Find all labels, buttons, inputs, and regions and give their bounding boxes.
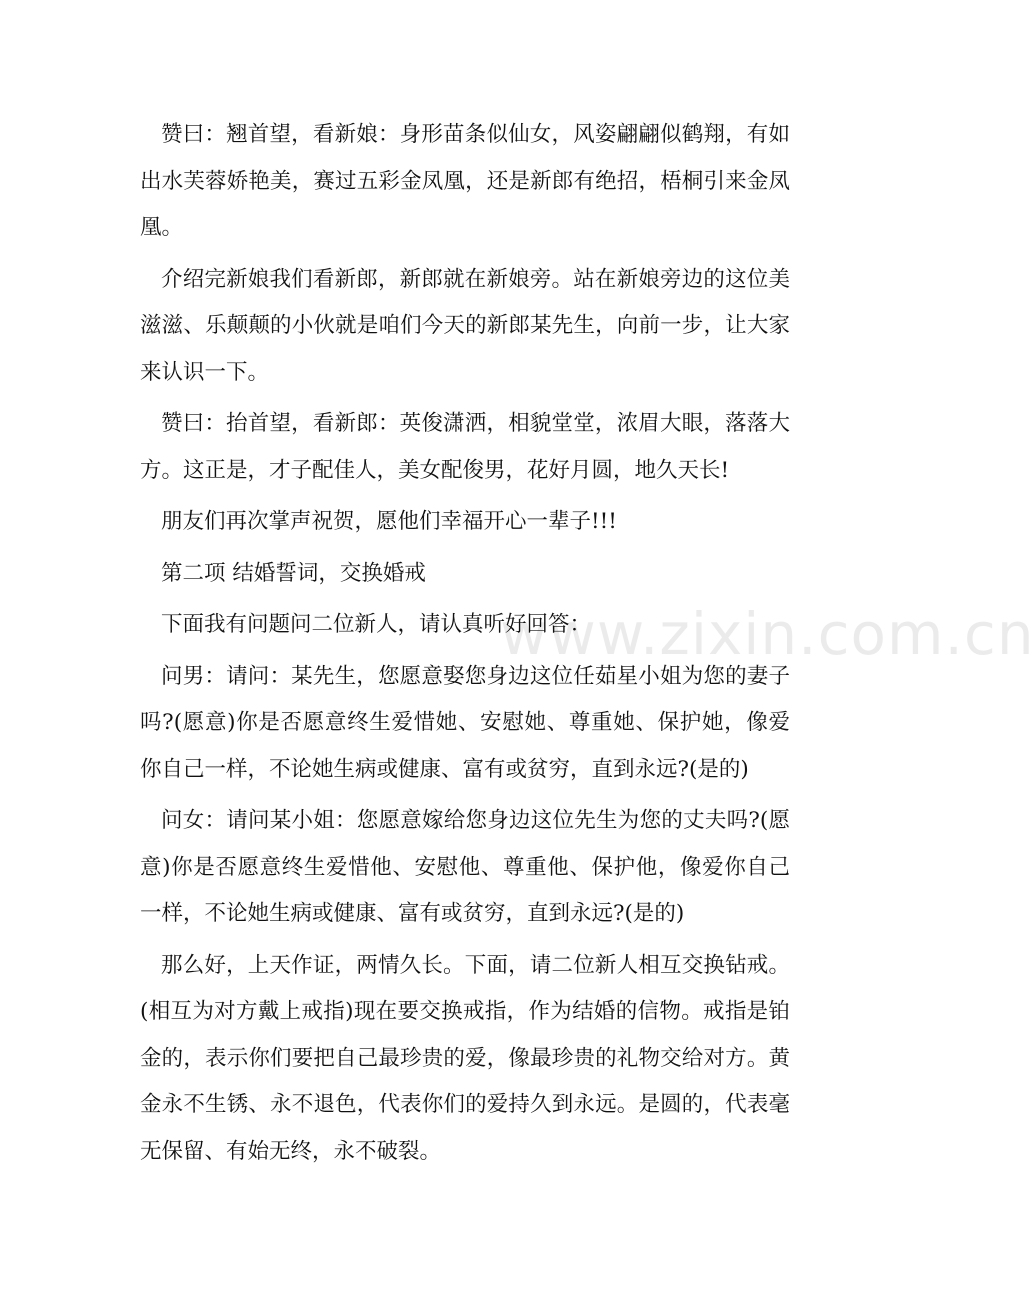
paragraph-applause: 朋友们再次掌声祝贺，愿他们幸福开心一辈子!!! [161,509,617,534]
watermark: www.zixin.com.cn [500,600,1035,668]
document-body [140,112,790,1180]
paragraph-bride-praise: 赞曰：翘首望，看新娘：身形苗条似仙女，风姿翩翩似鹤翔，有如出水芙蓉娇艳美，赛过五彩金凤凰，还是新郎有绝招，梧桐引来金凤凰。 [140,122,790,240]
paragraph-questions-intro: 下面我有问题问二位新人，请认真听好回答： [161,612,592,637]
paragraph-question-bride: 问女：请问某小姐：您愿意嫁给您身边这位先生为您的丈夫吗?(愿意)你是否愿意终生爱惜他、安慰他、尊重他、保护他，像爱你自己一样，不论她生病或健康、富有或贫穷，直到永远?(是的) [140,808,790,926]
paragraph-groom-intro: 介绍完新娘我们看新郎，新郎就在新娘旁。站在新娘旁边的这位美滋滋、乐颠颠的小伙就是咱们今天的新郎某先生，向前一步，让大家来认识一下。 [140,266,790,385]
paragraph-ring-exchange: 那么好，上天作证，两情久长。下面，请二位新人相互交换钻戒。(相互为对方戴上戒指)现在要交换戒指，作为结婚的信物。戒指是铂金的，表示你们要把自己最珍贵的爱，像最珍贵的礼物交给对方。黄金永不生锈、永不退色，代表你们的爱持久到永远。是圆的，代表毫无保留、有始无终，永不破裂。 [140,952,790,1164]
paragraph-groom-praise: 赞曰：抬首望，看新郎：英俊潇洒，相貌堂堂，浓眉大眼，落落大方。这正是，才子配佳人，美女配俊男，花好月圆，地久天长! [140,411,790,483]
paragraph-question-groom: 问男：请问：某先生，您愿意娶您身边这位任茹星小姐为您的妻子吗?(愿意)你是否愿意终生爱惜她、安慰她、尊重她、保护她，像爱你自己一样，不论她生病或健康、富有或贫穷，直到永远?(是的) [140,663,790,782]
paragraph-section-heading: 第二项 结婚誓词，交换婚戒 [161,560,426,586]
